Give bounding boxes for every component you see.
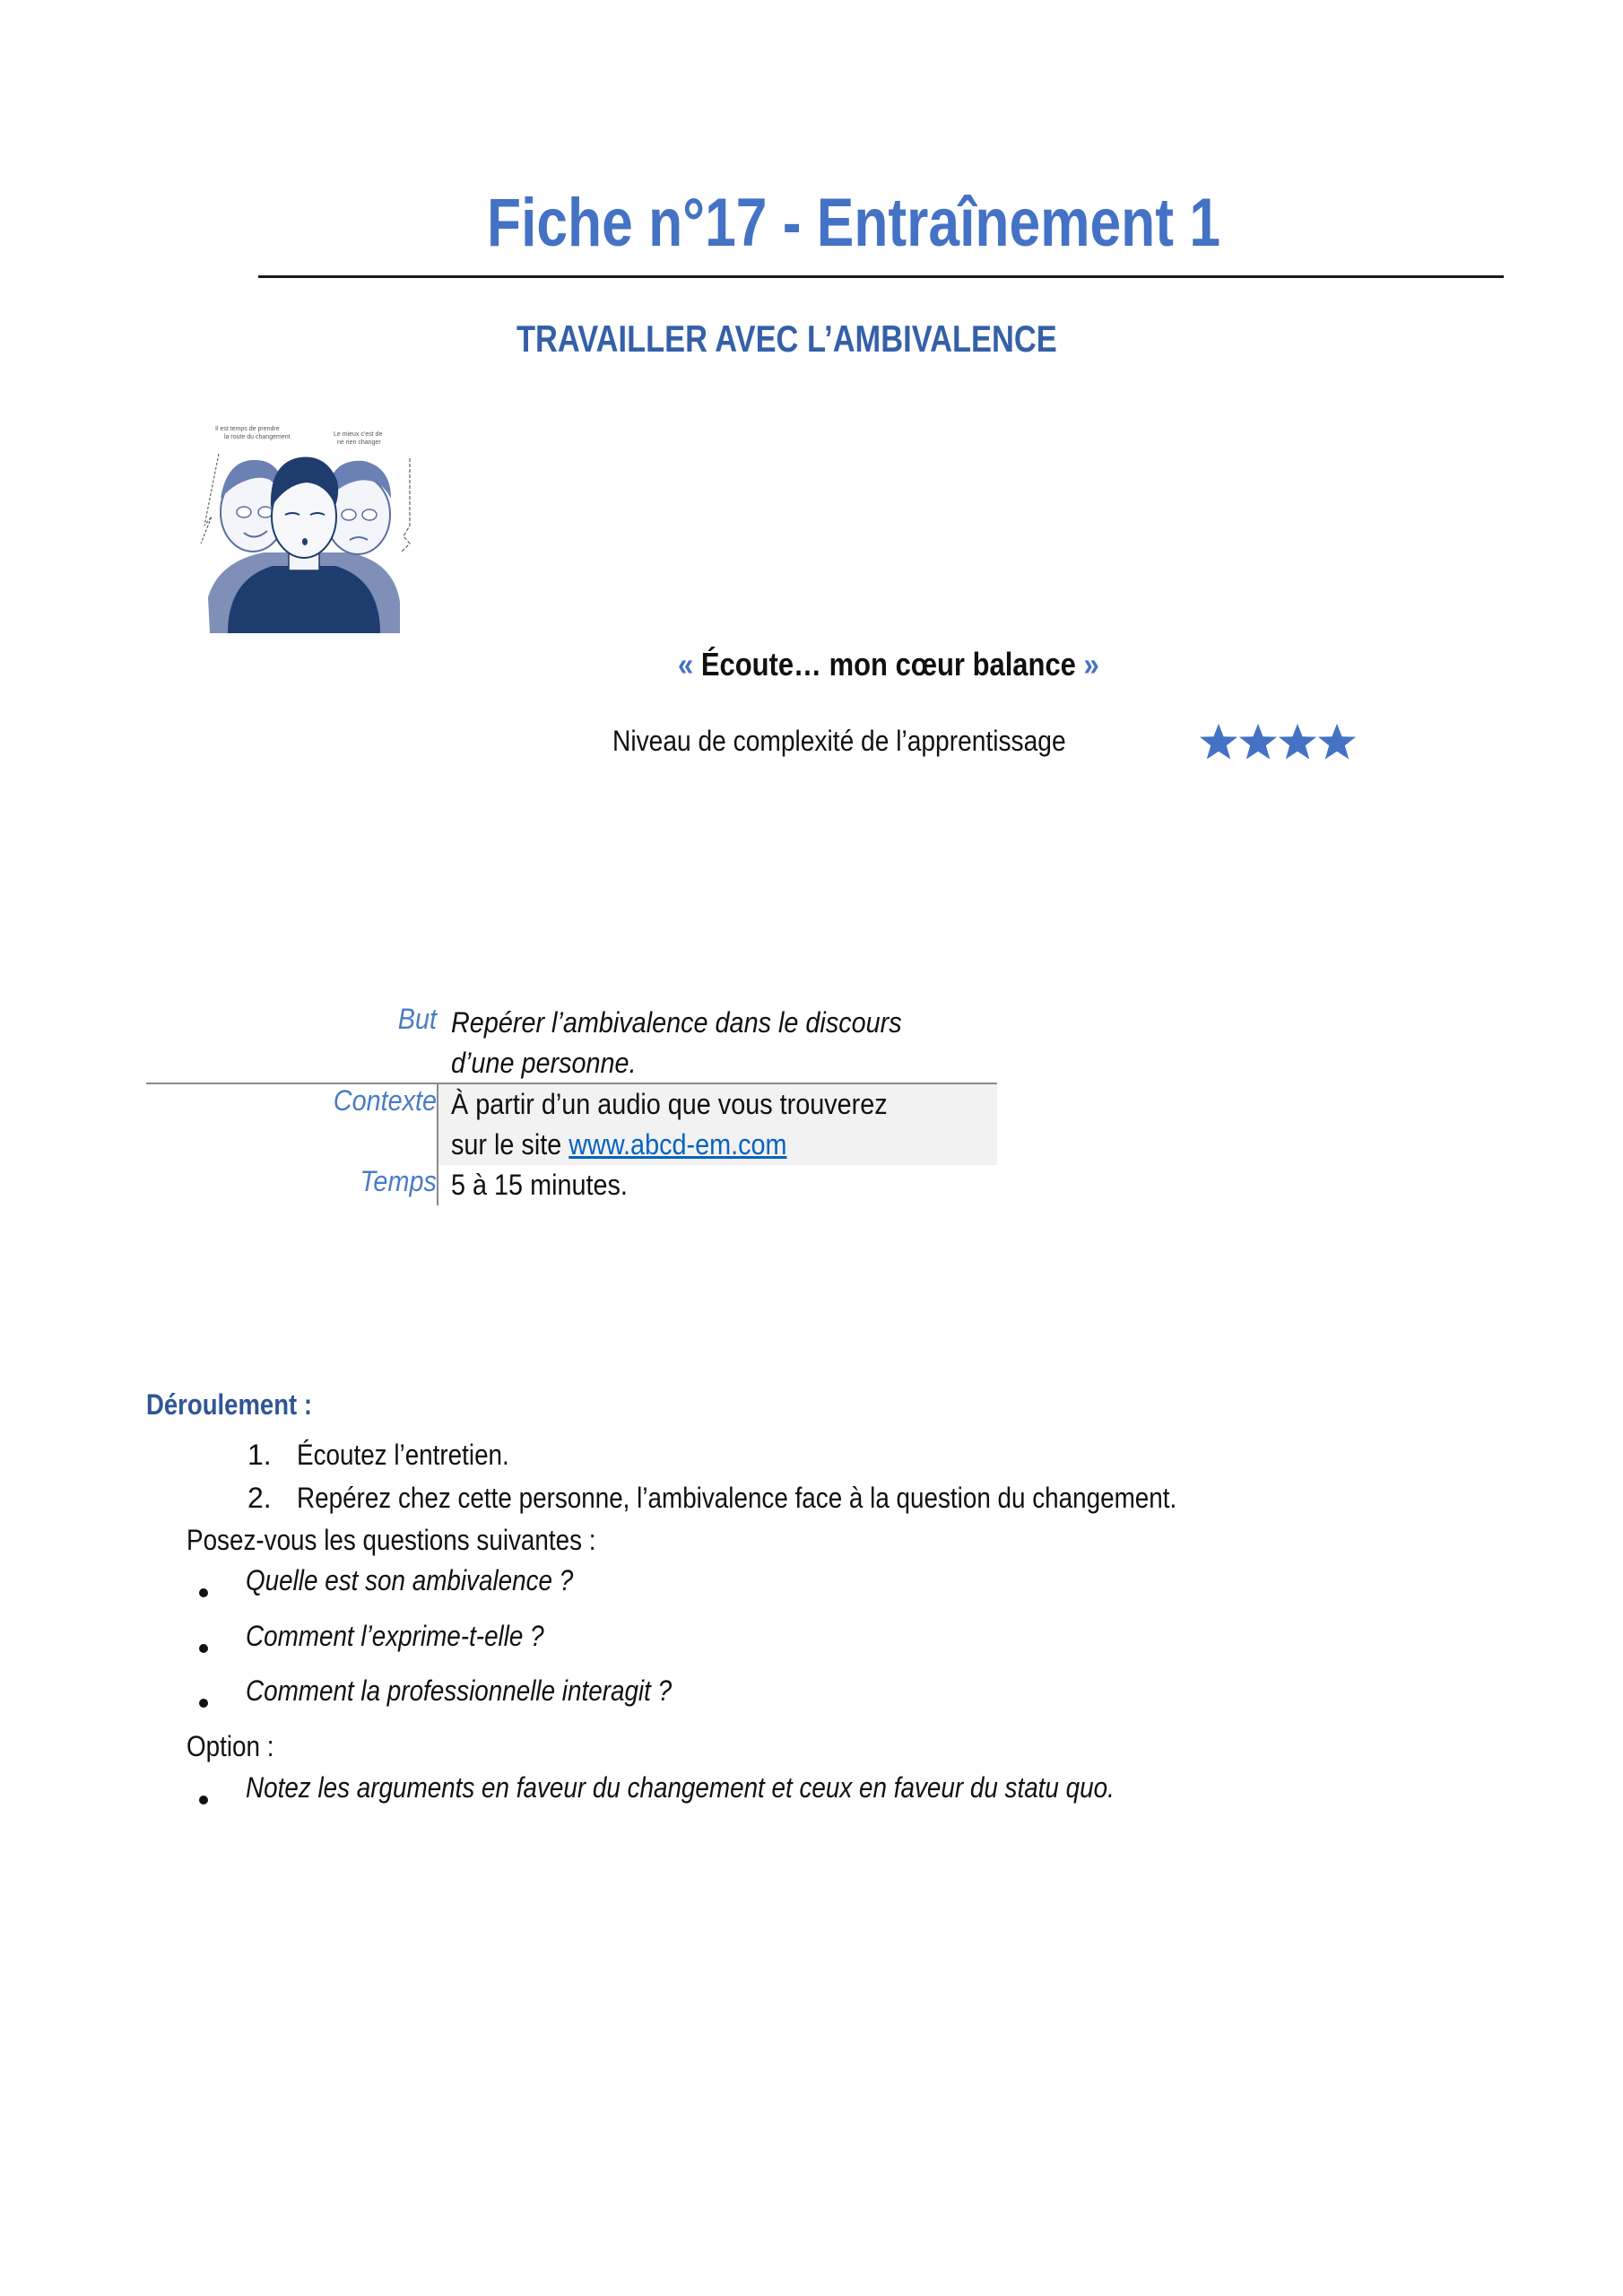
table-divider-vertical [437,1083,438,1205]
bullet-icon [199,1699,208,1708]
step-text: Repérez chez cette personne, l’ambivalence face à la question du changement. [297,1482,1177,1514]
step-text: Écoutez l’entretien. [297,1439,509,1471]
bullet-icon [199,1796,208,1805]
step-item [297,1482,1308,1515]
question-text: Comment l’exprime-t-elle ? [246,1620,544,1652]
page-title [487,184,1382,262]
complexity-label [612,725,1128,758]
table-label-temps [352,1165,437,1198]
close-quote-mark: » [1083,646,1099,683]
section-heading-deroulement [146,1388,339,1422]
question-item [246,1564,622,1597]
website-link[interactable]: www.abcd-em.com [568,1128,787,1161]
table-label-but [394,1003,437,1036]
star-icon [1316,721,1358,762]
page-title-text: Fiche n°17 - Entraînement 1 [487,185,1220,261]
table-label-text: Contexte [333,1084,437,1117]
quote-text: Écoute… mon cœur balance [700,646,1076,683]
page-subtitle-text: TRAVAILLER AVEC L’AMBIVALENCE [516,317,1057,360]
table-value-temps [451,1165,647,1205]
page-subtitle [516,317,1176,361]
step-number: 1. [247,1439,272,1471]
three-faces-image [192,418,416,639]
option-item [246,1771,1245,1805]
option-label [187,1730,287,1763]
table-value-line: Repérer l’ambivalence dans le discours [451,1006,902,1039]
questions-intro [187,1524,657,1557]
star-icon [1277,721,1318,762]
star-icon [1198,721,1239,762]
open-quote-mark: « [678,646,694,683]
title-divider [258,275,1504,278]
table-value-line: À partir d’un audio que vous trouverez [451,1088,888,1120]
table-label-text: But [397,1003,437,1035]
complexity-label-text: Niveau de complexité de l’apprentissage [612,725,1066,757]
table-value-line: sur le site [451,1128,569,1161]
option-text: Notez les arguments en faveur du changement et ceux en faveur du statu quo. [246,1771,1115,1804]
question-item [246,1674,735,1708]
step-item [297,1439,541,1472]
question-text: Comment la professionnelle interagit ? [246,1674,673,1707]
question-item [246,1620,588,1653]
bullet-icon [199,1588,208,1597]
bubble-right-text: Le mieux c’est de ne rien changer [334,431,383,446]
question-text: Quelle est son ambivalence ? [246,1564,574,1596]
star-icon [1237,721,1279,762]
section-heading-text: Déroulement : [146,1388,313,1421]
table-value-contexte [451,1084,936,1165]
step-number: 2. [247,1482,272,1514]
questions-intro-text: Posez-vous les questions suivantes : [187,1524,596,1556]
table-value-but [451,1003,952,1083]
bubble-left-text: Il est temps de prendre la route du changement [215,426,291,440]
table-label-text: Temps [360,1165,437,1197]
table-value-line: 5 à 15 minutes. [451,1169,628,1201]
ambivalence-illustration [192,418,416,639]
table-label-contexte [322,1084,437,1118]
complexity-rating [1198,721,1356,762]
table-value-line: d’une personne. [451,1047,637,1079]
exercise-quote [678,646,1167,683]
option-label-text: Option : [187,1730,274,1762]
bullet-icon [199,1644,208,1653]
info-table [146,1003,997,1205]
